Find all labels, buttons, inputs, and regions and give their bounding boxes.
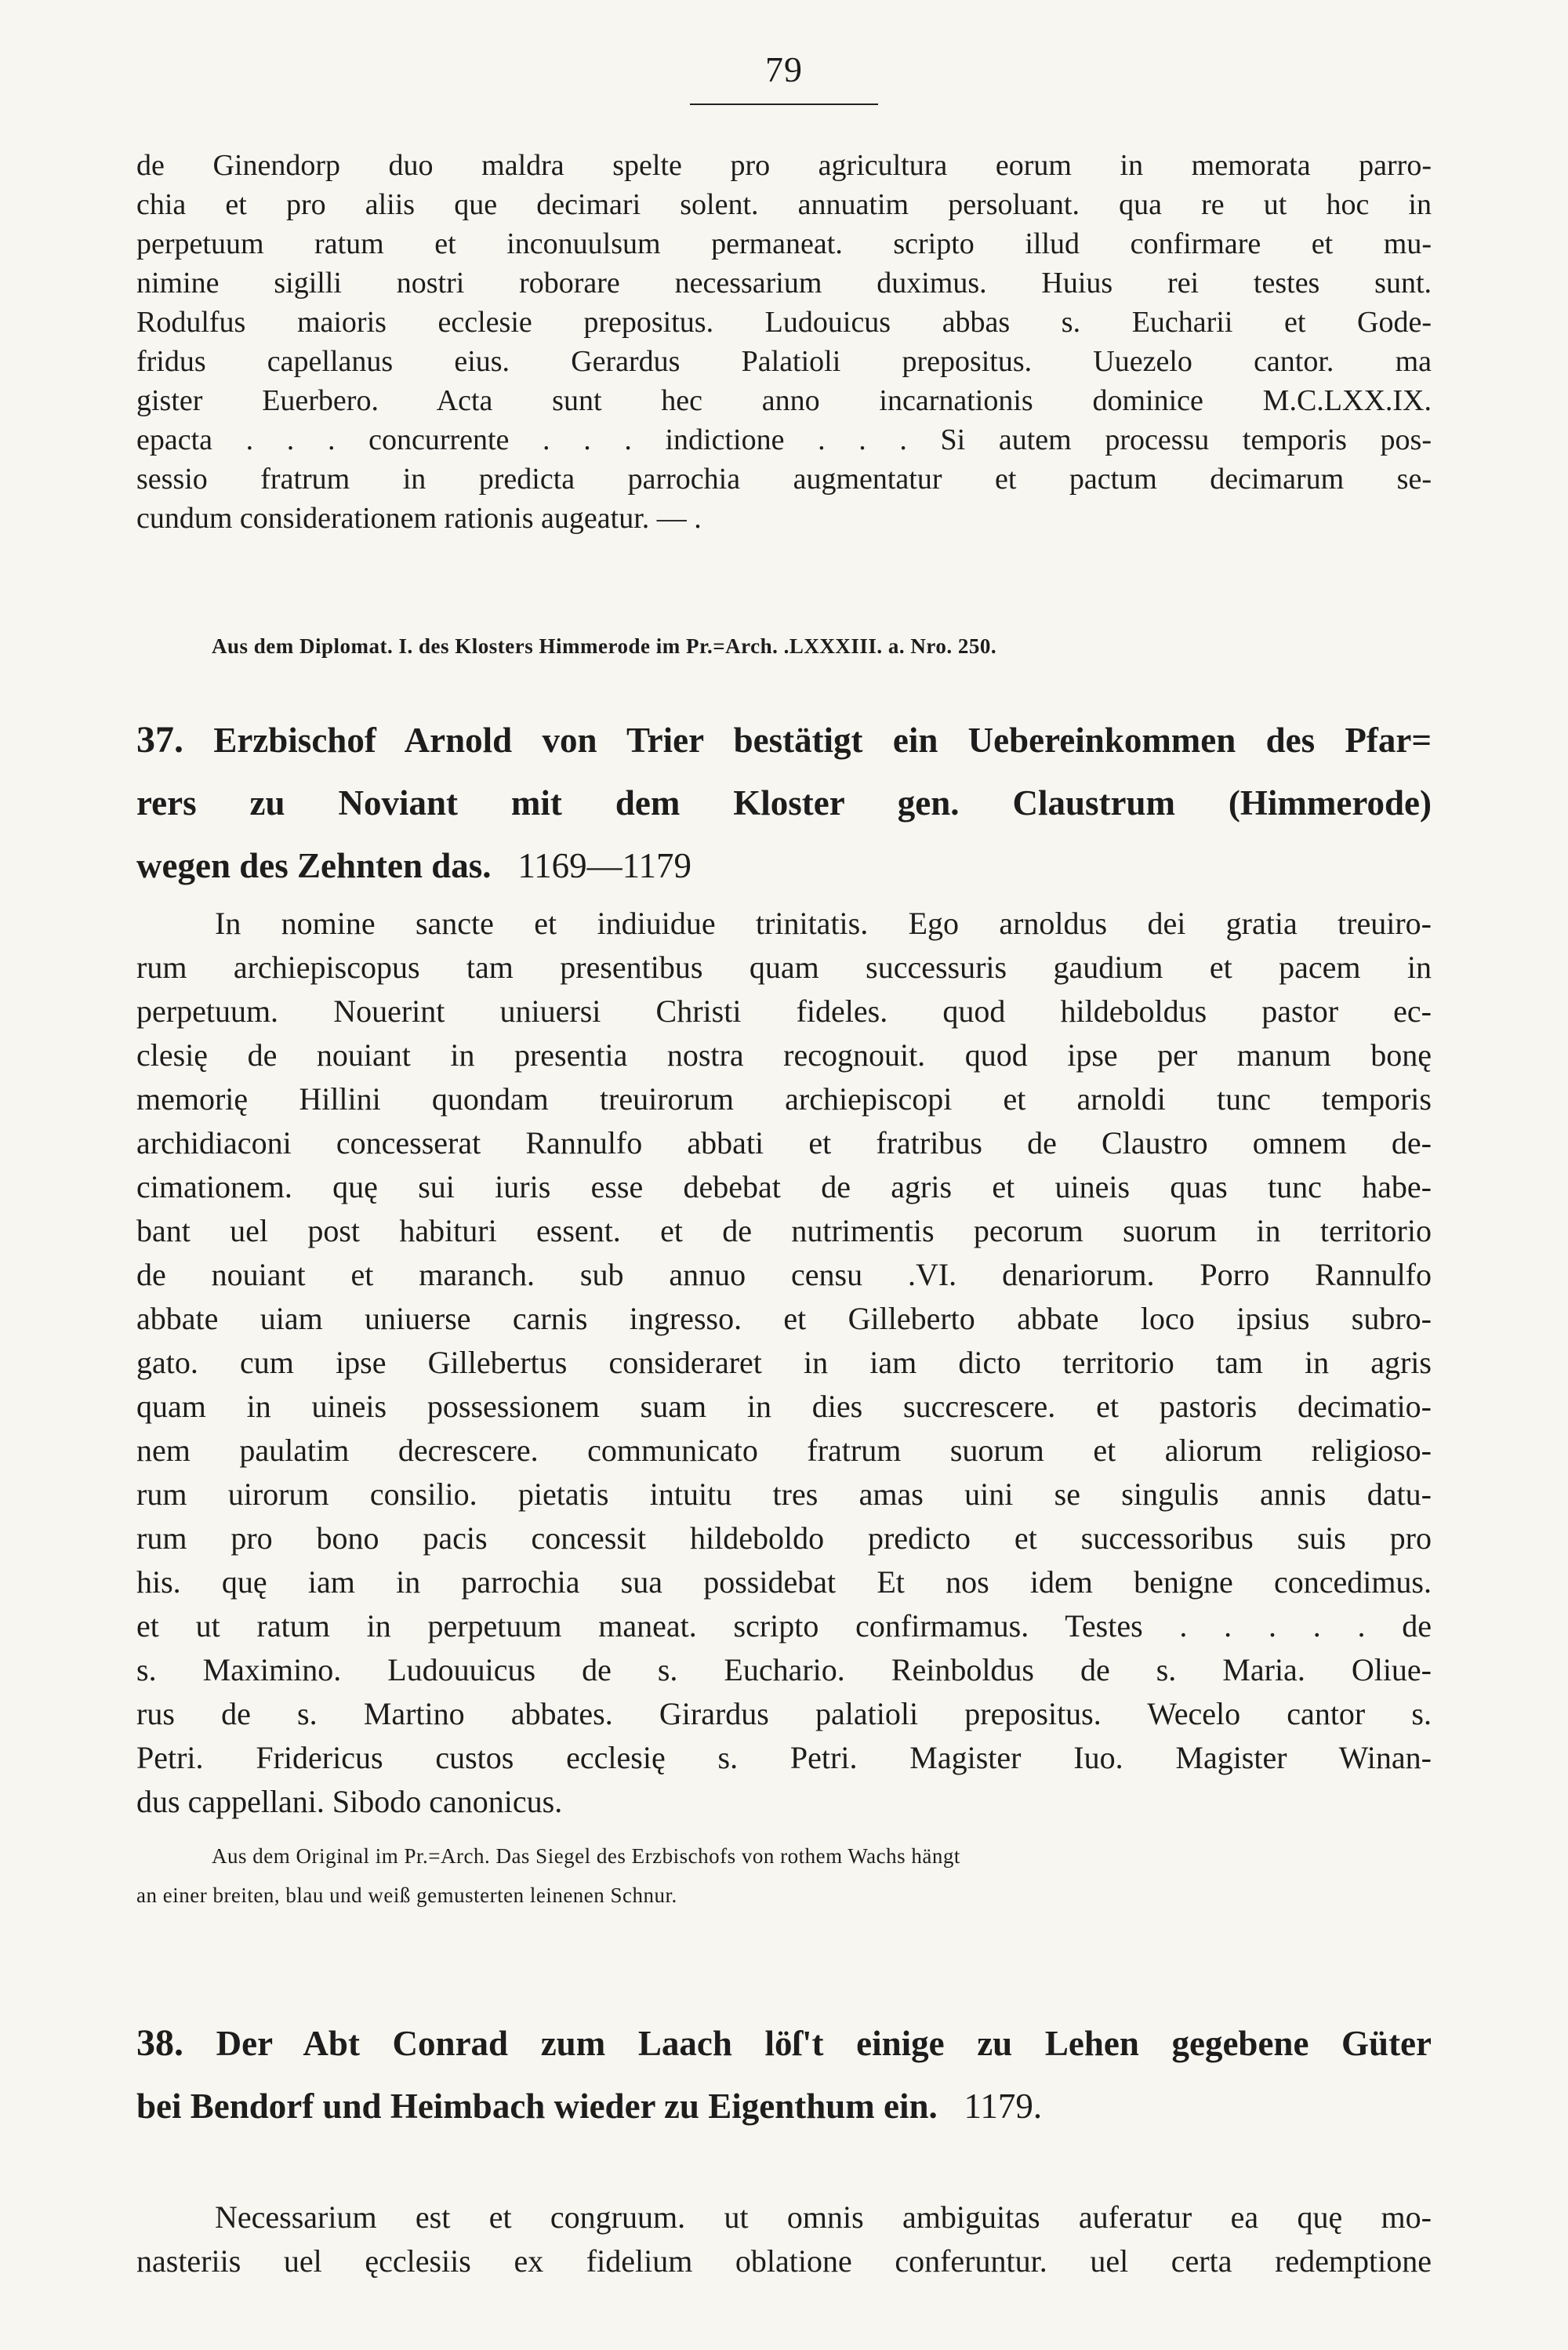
charter-38-text	[136, 2196, 1432, 2283]
text-line: archidiaconi concesserat Rannulfo abbati et fratribus de Claustro omnem de-	[136, 1125, 1432, 1160]
source-note: Aus dem Diplomat. I. des Klosters Himmerode im Pr.=Arch. .LXXXIII. a. Nro. 250.	[212, 634, 997, 658]
text-line: quam in uineis possessionem suam in dies succrescere. et pastoris decimatio-	[136, 1389, 1432, 1424]
text-line: fridus capellanus eius. Gerardus Palatioli prepositus. Uuezelo cantor. ma	[136, 345, 1432, 378]
page-number-rule	[690, 104, 878, 105]
heading-line	[136, 2075, 1432, 2138]
text-line: dus cappellani. Sibodo canonicus.	[136, 1784, 563, 1819]
text-line: memorię Hillini quondam treuirorum archiepiscopi et arnoldi tunc temporis	[136, 1081, 1432, 1117]
charter-37-source-cont	[136, 1876, 1432, 1915]
text-line: de nouiant et maranch. sub annuo censu .VI. denariorum. Porro Rannulfo	[136, 1257, 1432, 1292]
charter-date: 1169—1179	[517, 846, 691, 885]
text-line: rum pro bono pacis concessit hildeboldo predicto et successoribus suis pro	[136, 1520, 1432, 1556]
text-line: rum archiepiscopus tam presentibus quam successuris gaudium et pacem in	[136, 950, 1432, 985]
heading-line: rers zu Noviant mit dem Kloster gen. Claustrum (Himmerode)	[136, 783, 1432, 823]
text-line: gato. cum ipse Gillebertus consideraret in iam dicto territorio tam in agris	[136, 1345, 1432, 1380]
text-line: chia et pro aliis que decimari solent. annuatim persoluant. qua re ut hoc in	[136, 188, 1432, 221]
heading-text: Der Abt Conrad zum Laach löſ't einige zu Lehen gegebene Güter	[216, 2024, 1432, 2063]
text-line: sessio fratrum in predicta parrochia augmentatur et pactum decimarum se-	[136, 463, 1432, 496]
page-number: 79	[765, 49, 803, 89]
source-line: an einer breiten, blau und weiß gemusterten leinenen Schnur.	[136, 1883, 677, 1907]
text-line: perpetuum. Nouerint uniuersi Christi fideles. quod hildeboldus pastor ec-	[136, 993, 1432, 1029]
text-line: Petri. Fridericus custos ecclesię s. Petri. Magister Iuo. Magister Winan-	[136, 1740, 1432, 1775]
text-line: rus de s. Martino abbates. Girardus palatioli prepositus. Wecelo cantor s.	[136, 1696, 1432, 1731]
text-line: Rodulfus maioris ecclesie prepositus. Ludouicus abbas s. Eucharii et Gode-	[136, 306, 1432, 339]
text-line: bant uel post habituri essent. et de nutrimentis pecorum suorum in territorio	[136, 1213, 1432, 1248]
charter-number: 38.	[136, 2022, 183, 2064]
source-line: Aus dem Original im Pr.=Arch. Das Siegel des Erzbischofs von rothem Wachs hängt	[212, 1844, 960, 1868]
heading-text: Erzbischof Arnold von Trier bestätigt ein Uebereinkommen des Pfar=	[213, 721, 1432, 760]
text-line: clesię de nouiant in presentia nostra recognouit. quod ipse per manum bonę	[136, 1037, 1432, 1073]
text-line: s. Maximino. Ludouuicus de s. Euchario. Reinboldus de s. Maria. Oliue-	[136, 1652, 1432, 1687]
charter-37-source	[136, 1836, 1432, 1876]
heading-line	[136, 709, 1432, 772]
heading-text: bei Bendorf und Heimbach wieder zu Eigenthum ein.	[136, 2087, 938, 2126]
text-line: gister Euerbero. Acta sunt hec anno incarnationis dominice M.C.LXX.IX.	[136, 384, 1432, 417]
heading-line	[136, 2012, 1432, 2075]
charter-date: 1179.	[964, 2087, 1043, 2126]
text-line: In nomine sancte et indiuidue trinitatis. Ego arnoldus dei gratia treuiro-	[215, 906, 1432, 941]
prev-charter-text	[136, 146, 1432, 538]
heading-line	[136, 834, 1432, 897]
text-line: nasteriis uel ęcclesiis ex fidelium oblatione conferuntur. uel certa redemptione	[136, 2243, 1432, 2279]
heading-text: wegen des Zehnten das.	[136, 846, 492, 885]
text-line: et ut ratum in perpetuum maneat. scripto confirmamus. Testes . . . . . de	[136, 1608, 1432, 1644]
charter-37-heading	[136, 709, 1432, 897]
text-line: de Ginendorp duo maldra spelte pro agricultura eorum in memorata parro-	[136, 149, 1432, 182]
text-line: cimationem. quę sui iuris esse debebat de agris et uineis quas tunc habe-	[136, 1169, 1432, 1204]
text-line: rum uirorum consilio. pietatis intuitu tres amas uini se singulis annis datu-	[136, 1476, 1432, 1512]
text-line: perpetuum ratum et inconuulsum permaneat. scripto illud confirmare et mu-	[136, 227, 1432, 260]
charter-number: 37.	[136, 719, 183, 761]
text-line: his. quę iam in parrochia sua possidebat Et nos idem benigne concedimus.	[136, 1564, 1432, 1600]
text-line: abbate uiam uniuerse carnis ingresso. et Gilleberto abbate loco ipsius subro-	[136, 1301, 1432, 1336]
charter-38-heading	[136, 2012, 1432, 2138]
charter-37-text	[136, 902, 1432, 1824]
text-line: cundum considerationem rationis augeatur. — .	[136, 502, 702, 535]
text-line: Necessarium est et congruum. ut omnis ambiguitas auferatur ea quę mo-	[215, 2199, 1432, 2235]
text-line: nem paulatim decrescere. communicato fratrum suorum et aliorum religioso-	[136, 1433, 1432, 1468]
text-line: epacta . . . concurrente . . . indictione . . . Si autem processu temporis pos-	[136, 423, 1432, 456]
text-line: nimine sigilli nostri roborare necessarium duximus. Huius rei testes sunt.	[136, 267, 1432, 300]
